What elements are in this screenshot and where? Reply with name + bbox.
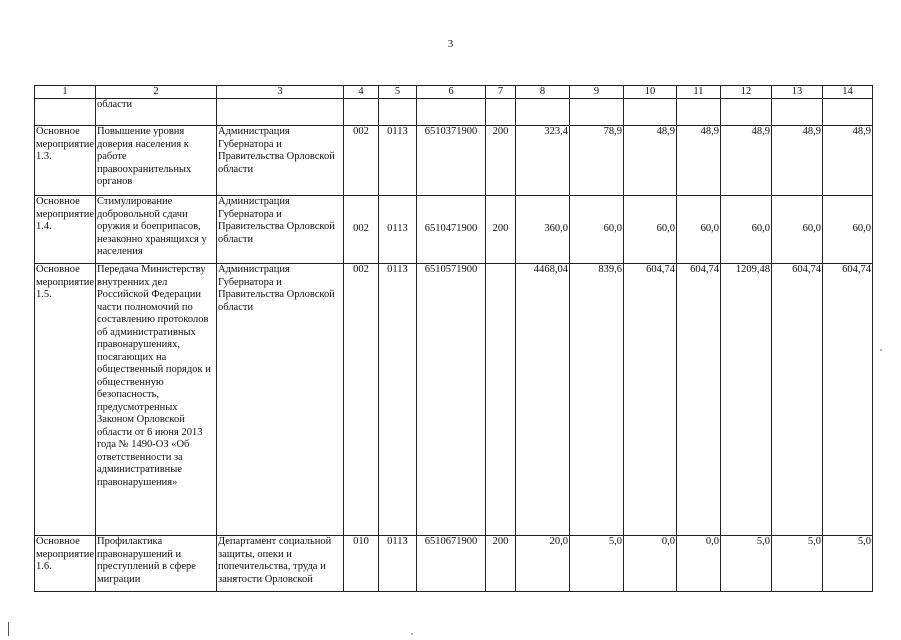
cell-value: 48,9 [822,126,872,196]
cell-value: 48,9 [771,126,822,196]
cell-value: 4468,04 [515,264,569,536]
cell-rzpr [378,99,416,126]
scan-speck [411,633,413,635]
header-cell: 4 [343,86,378,99]
cell-description: Повышение уровня доверия населения к работе правоохранительных органов [95,126,216,196]
cell-activity [35,99,96,126]
cell-vr: 200 [485,126,515,196]
header-cell: 6 [416,86,485,99]
table-row [35,196,873,264]
cell-value: 48,9 [720,126,771,196]
cell-activity: Основное мероприятие 1.4. [35,196,96,264]
table-row [35,264,873,536]
cell-description: Передача Министерству внутренних дел Российской Федерации части полномочий по составлению протоколов об административных правонарушениях, посягающих на общественный порядок и общественную безопасность, предусмотренных Законом Орловской области от 6 июня 2013 года № 1490-ОЗ «Об ответственности за административные правонарушения» [95,264,216,536]
cell-value [822,99,872,126]
cell-value [771,99,822,126]
cell-vr [485,264,515,536]
cell-value: 60,0 [720,196,771,264]
header-cell: 8 [515,86,569,99]
header-cell: 10 [623,86,676,99]
header-cell: 2 [95,86,216,99]
cell-value: 5,0 [569,536,623,592]
cell-rzpr: 0113 [378,264,416,536]
scan-speck [880,349,882,351]
cell-grbs: 010 [343,536,378,592]
cell-executor: Департамент социальной защиты, опеки и попечительства, труда и занятости Орловской [216,536,343,592]
cell-value: 60,0 [623,196,676,264]
header-cell: 5 [378,86,416,99]
table-row [35,99,873,126]
cell-value: 1209,48 [720,264,771,536]
cell-description: Стимулирование добровольной сдачи оружия и боеприпасов, незаконно хранящихся у населения [95,196,216,264]
cell-activity: Основное мероприятие 1.3. [35,126,96,196]
cell-value: 323,4 [515,126,569,196]
cell-value: 5,0 [822,536,872,592]
cell-csr: 6510471900 [416,196,485,264]
cell-value [569,99,623,126]
cell-value: 60,0 [822,196,872,264]
cell-csr: 6510371900 [416,126,485,196]
cell-executor [216,99,343,126]
cell-value [676,99,720,126]
header-cell: 1 [35,86,96,99]
header-cell: 9 [569,86,623,99]
cell-csr [416,99,485,126]
cell-rzpr: 0113 [378,196,416,264]
cell-vr [485,99,515,126]
cell-value [623,99,676,126]
cell-description: области [95,99,216,126]
cell-value: 48,9 [623,126,676,196]
header-cell: 7 [485,86,515,99]
cell-grbs: 002 [343,264,378,536]
budget-table [34,85,873,592]
cell-value: 604,74 [676,264,720,536]
cell-value: 5,0 [720,536,771,592]
cell-grbs: 002 [343,196,378,264]
cell-value: 78,9 [569,126,623,196]
cell-description: Профилактика правонарушений и преступлений в сфере миграции [95,536,216,592]
cell-value [515,99,569,126]
cell-rzpr: 0113 [378,536,416,592]
cell-grbs: 002 [343,126,378,196]
cell-csr: 6510571900 [416,264,485,536]
cell-value: 360,0 [515,196,569,264]
cell-value: 604,74 [623,264,676,536]
cell-value: 839,6 [569,264,623,536]
cell-activity: Основное мероприятие 1.6. [35,536,96,592]
page-number: 3 [447,38,454,50]
cell-csr: 6510671900 [416,536,485,592]
cell-value: 604,74 [822,264,872,536]
header-cell: 13 [771,86,822,99]
table-row [35,126,873,196]
cell-activity: Основное мероприятие 1.5. [35,264,96,536]
cell-vr: 200 [485,536,515,592]
header-cell: 11 [676,86,720,99]
header-cell: 3 [216,86,343,99]
cell-value: 0,0 [676,536,720,592]
cell-value: 604,74 [771,264,822,536]
table-header-row [35,86,873,99]
cell-value: 60,0 [569,196,623,264]
header-cell: 14 [822,86,872,99]
cell-rzpr: 0113 [378,126,416,196]
header-cell: 12 [720,86,771,99]
cell-value: 60,0 [676,196,720,264]
cell-value: 48,9 [676,126,720,196]
cell-value: 5,0 [771,536,822,592]
scan-edge-mark [8,622,9,636]
cell-executor: Администрация Губернатора и Правительства Орловской области [216,126,343,196]
cell-value: 0,0 [623,536,676,592]
cell-value: 60,0 [771,196,822,264]
cell-executor: Администрация Губернатора и Правительства Орловской области [216,196,343,264]
cell-value: 20,0 [515,536,569,592]
table-row [35,536,873,592]
cell-vr: 200 [485,196,515,264]
cell-executor: Администрация Губернатора и Правительства Орловской области [216,264,343,536]
cell-grbs [343,99,378,126]
cell-value [720,99,771,126]
